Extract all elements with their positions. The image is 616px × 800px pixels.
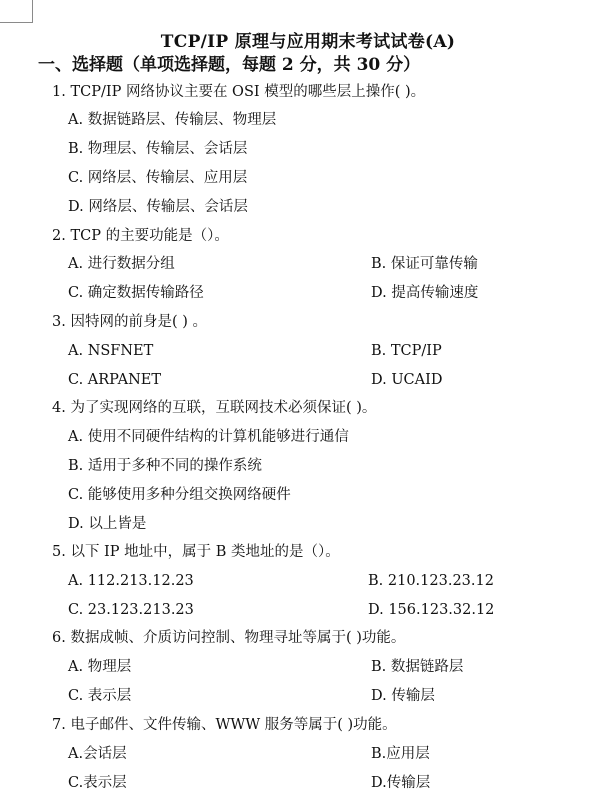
- question-1-option-c: C. 网络层、传输层、应用层: [68, 170, 248, 186]
- question-1-stem: 1. TCP/IP 网络协议主要在 OSI 模型的哪些层上操作( )。: [52, 84, 426, 100]
- question-1-option-d: D. 网络层、传输层、会话层: [68, 199, 248, 215]
- page-corner-mark: [0, 0, 34, 24]
- question-3-option-c: C. ARPANET: [68, 372, 162, 388]
- question-5-option-d: D. 156.123.32.12: [368, 602, 495, 618]
- question-1-option-b: B. 物理层、传输层、会话层: [68, 141, 248, 157]
- question-7-stem: 7. 电子邮件、文件传输、WWW 服务等属于( )功能。: [52, 717, 397, 733]
- question-6-stem: 6. 数据成帧、介质访问控制、物理寻址等属于( )功能。: [52, 630, 406, 646]
- question-2-option-d: D. 提高传输速度: [371, 285, 479, 301]
- question-3-option-a: A. NSFNET: [68, 343, 154, 359]
- question-5-option-c: C. 23.123.213.23: [68, 602, 194, 618]
- question-4-option-b: B. 适用于多种不同的操作系统: [68, 458, 262, 474]
- question-2-option-c: C. 确定数据传输路径: [68, 285, 204, 301]
- question-3-option-d: D. UCAID: [371, 372, 443, 388]
- section-heading: 一、选择题（单项选择题，每题 2 分，共 30 分）: [38, 55, 421, 75]
- question-7-option-a: A.会话层: [68, 746, 127, 762]
- question-3-option-b: B. TCP/IP: [371, 343, 442, 359]
- question-1-option-a: A. 数据链路层、传输层、物理层: [68, 112, 277, 128]
- exam-title: TCP/IP 原理与应用期末考试试卷(A): [160, 32, 456, 52]
- question-7-option-d: D.传输层: [371, 775, 431, 791]
- question-4-stem: 4. 为了实现网络的互联，互联网技术必须保证( )。: [52, 400, 377, 416]
- question-5-stem: 5. 以下 IP 地址中，属于 B 类地址的是（）。: [52, 544, 340, 560]
- question-7-option-b: B.应用层: [371, 746, 430, 762]
- question-6-option-d: D. 传输层: [371, 688, 435, 704]
- question-2-option-a: A. 进行数据分组: [68, 256, 175, 272]
- question-4-option-d: D. 以上皆是: [68, 516, 147, 532]
- question-2-option-b: B. 保证可靠传输: [371, 256, 478, 272]
- question-4-option-a: A. 使用不同硬件结构的计算机能够进行通信: [68, 429, 349, 445]
- question-6-option-b: B. 数据链路层: [371, 659, 464, 675]
- question-5-option-a: A. 112.213.12.23: [68, 573, 194, 589]
- question-7-option-c: C.表示层: [68, 775, 127, 791]
- question-3-stem: 3. 因特网的前身是( ) 。: [52, 314, 207, 330]
- question-2-stem: 2. TCP 的主要功能是（）。: [52, 228, 229, 244]
- question-5-option-b: B. 210.123.23.12: [368, 573, 494, 589]
- question-6-option-a: A. 物理层: [68, 659, 132, 675]
- question-6-option-c: C. 表示层: [68, 688, 132, 704]
- question-4-option-c: C. 能够使用多种分组交换网络硬件: [68, 487, 291, 503]
